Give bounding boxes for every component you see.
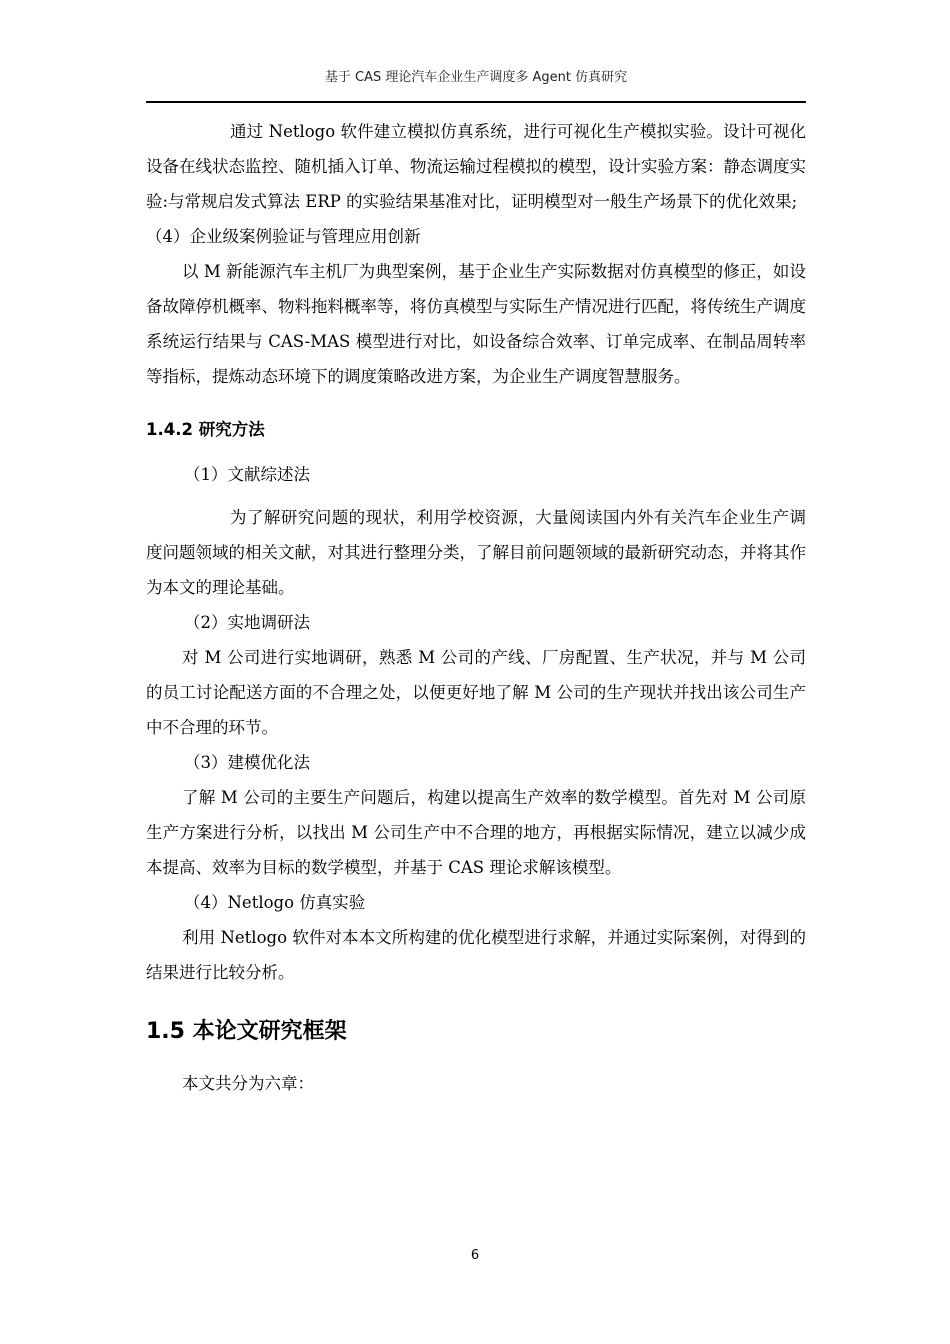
method-1-heading: （1）文献综述法 xyxy=(184,465,310,484)
paragraph-simulation-system: 通过 Netlogo 软件建立模拟仿真系统，进行可视化生产模拟实验。设计可视化设备在线状态监控、随机插入订单、物流运输过程模拟的模型，设计实验方案：静态调度实验:与常规启发式算法 ERP 的实验结果基准对比，证明模型对一般生产场景下的优化效果; xyxy=(146,122,806,211)
method-3-text: 了解 M 公司的主要生产问题后，构建以提高生产效率的数学模型。首先对 M 公司原生产方案进行分析，以找出 M 公司生产中不合理的地方，再根据实际情况，建立以减少成本提高、效率为目标的数学模型，并基于 CAS 理论求解该模型。 xyxy=(146,788,806,877)
running-header: 基于 CAS 理论汽车企业生产调度多 Agent 仿真研究 xyxy=(324,70,628,85)
method-2-text: 对 M 公司进行实地调研，熟悉 M 公司的产线、厂房配置、生产状况，并与 M 公司的员工讨论配送方面的不合理之处，以便更好地了解 M 公司的生产现状并找出该公司生产中不合理的环节。 xyxy=(146,648,806,737)
paragraph-chapters-intro: 本文共分为六章： xyxy=(182,1074,314,1093)
method-2-heading: （2）实地调研法 xyxy=(184,613,310,632)
method-4-text: 利用 Netlogo 软件对本本文所构建的优化模型进行求解，并通过实际案例，对得到的结果进行比较分析。 xyxy=(146,928,806,982)
section-heading-1-4-2: 1.4.2 研究方法 xyxy=(146,420,265,439)
method-4-heading: （4）Netlogo 仿真实验 xyxy=(184,893,366,912)
page-number: 6 xyxy=(470,1248,480,1263)
item-4-heading: （4）企业级案例验证与管理应用创新 xyxy=(146,227,421,246)
section-heading-1-5: 1.5 本论文研究框架 xyxy=(146,1019,347,1044)
page-body xyxy=(146,114,806,1101)
method-3-heading: （3）建模优化法 xyxy=(184,753,310,772)
header-divider xyxy=(146,101,806,103)
method-1-text: 为了解研究问题的现状，利用学校资源，大量阅读国内外有关汽车企业生产调度问题领域的相关文献，对其进行整理分类，了解目前问题领域的最新研究动态，并将其作为本文的理论基础。 xyxy=(146,508,806,597)
paragraph-case-study: 以 M 新能源汽车主机厂为典型案例，基于企业生产实际数据对仿真模型的修正，如设备故障停机概率、物料拖料概率等，将仿真模型与实际生产情况进行匹配，将传统生产调度系统运行结果与 CAS-MAS 模型进行对比，如设备综合效率、订单完成率、在制品周转率等指标，提炼动态环境下的调度策略改进方案，为企业生产调度智慧服务。 xyxy=(146,262,806,386)
